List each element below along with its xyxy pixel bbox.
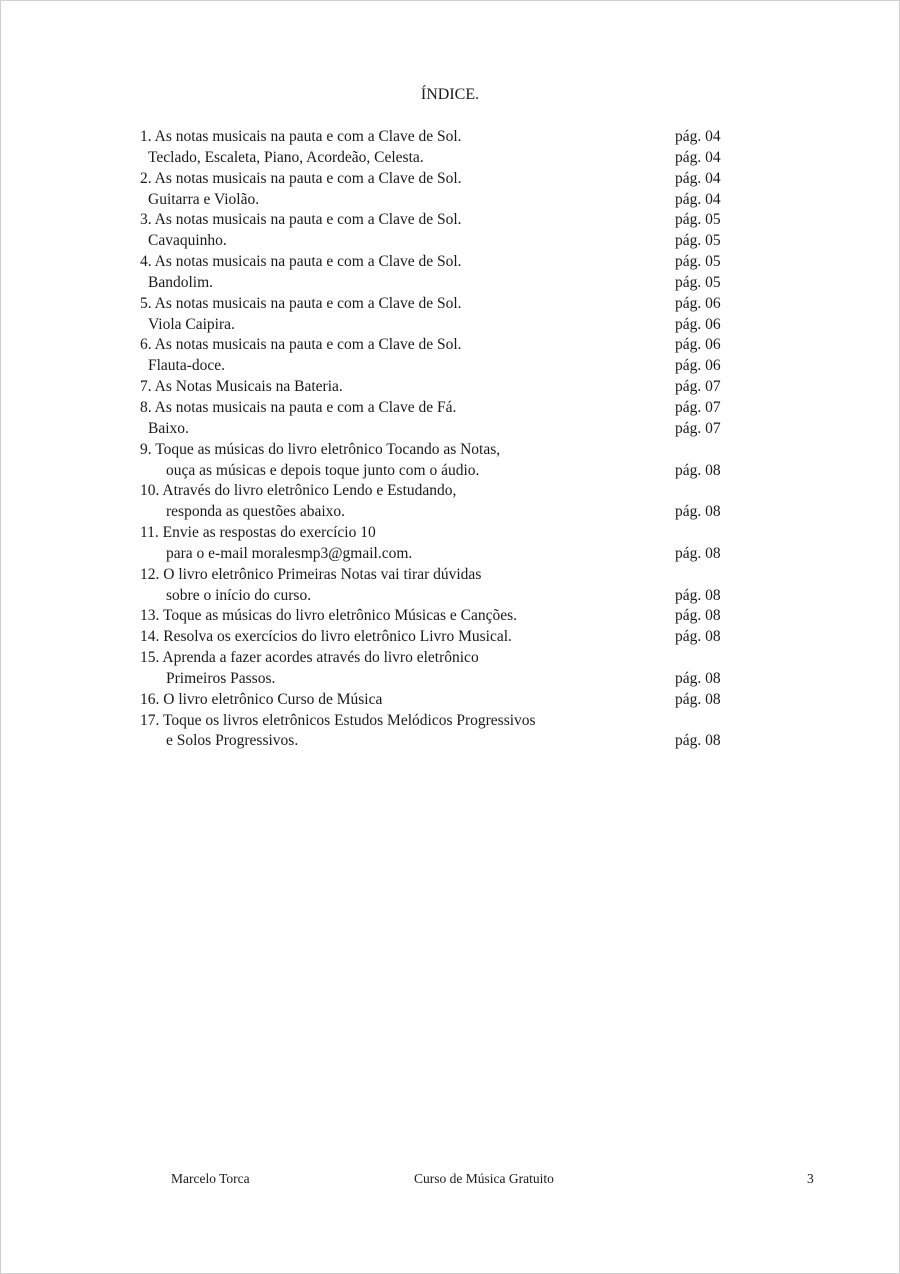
toc-entry-page: pág. 07 [675,419,721,437]
toc-entry [140,606,740,627]
toc-entry-text: 9. Toque as músicas do livro eletrônico Tocando as Notas, [140,440,501,458]
toc-entry [140,523,740,544]
toc-entry [140,169,740,190]
toc-entry-page: pág. 07 [675,378,721,396]
toc-entry-text: 11. Envie as respostas do exercício 10 [140,524,376,542]
toc-entry-text: 13. Toque as músicas do livro eletrônico Músicas e Canções. [140,607,518,625]
toc-entry-page: pág. 08 [675,544,721,562]
toc-entry [140,210,740,231]
toc-entry [140,711,740,732]
toc-entry-text: 7. As Notas Musicais na Bateria. [140,378,343,396]
toc-entry-page: pág. 06 [675,294,721,312]
footer-author: Marcelo Torca [171,1171,250,1186]
toc-entry-text: 6. As notas musicais na pauta e com a Clave de Sol. [140,336,462,354]
toc-entry-page: pág. 05 [675,211,721,229]
toc-entry-page: pág. 06 [675,336,721,354]
toc-entry-text: Primeiros Passos. [166,669,276,687]
toc-entry [140,565,740,586]
toc-entry-page: pág. 05 [675,273,721,291]
toc-entry [140,502,740,523]
toc-entry [140,335,740,356]
toc-entry-page: pág. 08 [675,607,721,625]
toc-entry [140,377,740,398]
toc-entry [140,544,740,565]
toc-entry-text: 8. As notas musicais na pauta e com a Clave de Fá. [140,398,457,416]
toc-entry [140,190,740,211]
toc-entry-page: pág. 04 [675,190,721,208]
toc-entry-page: pág. 04 [675,148,721,166]
toc-entry-page: pág. 08 [675,503,721,521]
toc-entry [140,273,740,294]
toc-entry [140,648,740,669]
toc-entry-text: Flauta-doce. [148,357,226,375]
toc-entry [140,231,740,252]
toc-entry-text: 10. Através do livro eletrônico Lendo e Estudando, [140,482,457,500]
toc-entry-text: 16. O livro eletrônico Curso de Música [140,690,383,708]
page-title: ÍNDICE. [420,86,480,103]
toc-entry-text: Guitarra e Violão. [148,190,260,208]
toc-entry [140,731,740,752]
toc-entry-text: ouça as músicas e depois toque junto com o áudio. [166,461,480,479]
toc-entry [140,690,740,711]
toc-entry [140,419,740,440]
toc-entry-text: Viola Caipira. [148,315,235,333]
toc-entry [140,461,740,482]
toc-entry-text: para o e-mail moralesmp3@gmail.com. [166,544,413,562]
footer-page-number: 3 [807,1171,814,1186]
toc-entry-text: Cavaquinho. [148,232,227,250]
toc-entry-text: e Solos Progressivos. [166,732,299,750]
toc-entry-text: 2. As notas musicais na pauta e com a Clave de Sol. [140,169,462,187]
table-of-contents [140,127,740,752]
footer-course-title: Curso de Música Gratuito [414,1171,554,1186]
toc-entry-text: Bandolim. [148,273,214,291]
toc-entry-text: 4. As notas musicais na pauta e com a Clave de Sol. [140,253,462,271]
toc-entry-text: 15. Aprenda a fazer acordes através do livro eletrônico [140,649,479,667]
toc-entry-text: sobre o início do curso. [166,586,312,604]
toc-entry-page: pág. 07 [675,398,721,416]
toc-entry-page: pág. 06 [675,357,721,375]
toc-entry-text: responda as questões abaixo. [166,503,346,521]
toc-entry-text: Baixo. [148,419,189,437]
toc-entry-text: 1. As notas musicais na pauta e com a Clave de Sol. [140,128,462,145]
toc-entry-page: pág. 08 [675,669,721,687]
toc-entry-page: pág. 04 [675,128,721,145]
toc-entry [140,440,740,461]
toc-entry-page: pág. 05 [675,232,721,250]
toc-entry-page: pág. 04 [675,169,721,187]
toc-entry [140,356,740,377]
toc-entry [140,669,740,690]
toc-entry-page: pág. 06 [675,315,721,333]
toc-entry-page: pág. 08 [675,732,721,750]
toc-entry [140,398,740,419]
toc-entry [140,586,740,607]
toc-entry-page: pág. 08 [675,461,721,479]
toc-entry-page: pág. 08 [675,628,721,646]
toc-entry-page: pág. 05 [675,253,721,271]
toc-entry [140,252,740,273]
toc-entry-text: 12. O livro eletrônico Primeiras Notas vai tirar dúvidas [140,565,482,583]
toc-entry [140,315,740,336]
toc-entry [140,627,740,648]
toc-entry-text: 3. As notas musicais na pauta e com a Clave de Sol. [140,211,462,229]
toc-entry-page: pág. 08 [675,586,721,604]
toc-entry-text: 17. Toque os livros eletrônicos Estudos Melódicos Progressivos [140,711,536,729]
toc-entry [140,481,740,502]
toc-entry-text: 5. As notas musicais na pauta e com a Clave de Sol. [140,294,462,312]
toc-entry [140,294,740,315]
toc-entry-text: Teclado, Escaleta, Piano, Acordeão, Celesta. [148,148,424,166]
toc-entry [140,127,740,148]
toc-entry [140,148,740,169]
toc-entry-page: pág. 08 [675,690,721,708]
toc-entry-text: 14. Resolva os exercícios do livro eletrônico Livro Musical. [140,628,512,646]
